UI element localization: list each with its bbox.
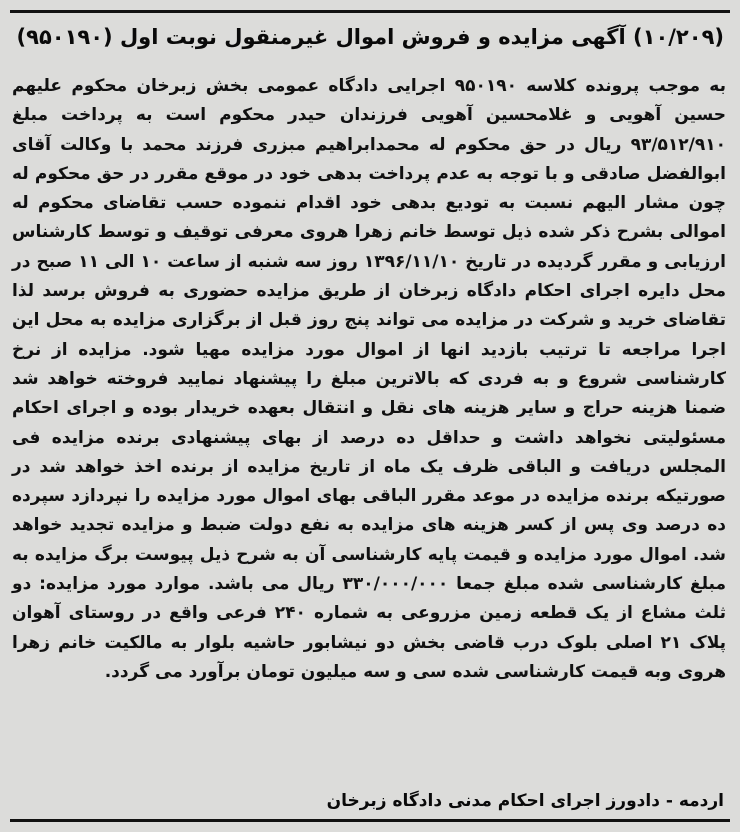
notice-body — [12, 72, 726, 687]
notice-title: (۱۰/۲۰۹) آگهی مزایده و فروش اموال غیرمنقول نوبت اول (۹۵۰۱۹۰) — [16, 25, 724, 49]
notice-body-paragraph: به موجب پرونده کلاسه ۹۵۰۱۹۰ اجرایی دادگاه عمومی بخش زبرخان محکوم علیهم حسین آهویی و غلامحسین آهویی فرزندان حیدر محکوم است به پرداخت مبلغ ۹۳/۵۱۲/۹۱۰ ریال در حق محکوم له محمدابراهیم مبزری فرزند محمد با وکالت آقای ابوالفضل صادقی و با توجه به عدم پرداخت بدهی خود در موقع مقرر در حق محکوم له چون مشار الیهم نسبت به تودیع بدهی خود اقدام ننموده حسب تقاضای محکوم له اموالی بشرح ذکر شده ذیل توسط خانم زهرا هروی معرفی توقیف و توسط کارشناس ارزیابی و مقرر گردیده در تاریخ ۱۳۹۶/۱۱/۱۰ روز سه شنبه از ساعت ۱۰ الی ۱۱ صبح در محل دایره اجرای احکام دادگاه زبرخان از طریق مزایده حضوری به فروش برسد لذا تقاضای خرید و شرکت در مزایده می تواند پنج روز قبل از برگزاری مزایده به محل این اجرا مراجعه تا ترتیب بازدید انها از اموال مورد مزایده مهیا شود. مزایده از نرخ کارشناسی شروع و به فردی که بالاترین مبلغ را پیشنهاد نمایید فروخته خواهد شد ضمنا هزینه حراج و سایر هزینه های نقل و انتقال بعهده خریدار بوده و اجرای احکام مسئولیتی نخواهد داشت و حداقل ده درصد از بهای پیشنهادی برنده مزایده فی المجلس دریافت و الباقی ظرف یک ماه از تاریخ مزایده از برنده اخذ خواهد شد در صورتیکه برنده مزایده در موعد مقرر الباقی بهای اموال مورد مزایده را نپردازد سپرده ده درصد وی پس از کسر هزینه های مزایده به نفع دولت ضبط و مزایده تجدید خواهد شد. اموال مورد مزایده و قیمت پایه کارشناسی آن به شرح ذیل پیوست برگ مزایده به مبلغ کارشناسی شده مبلغ جمعا ۳۳۰/۰۰۰/۰۰۰ ریال می باشد. موارد مورد مزایده: دو ثلث مشاع از یک قطعه زمین مزروعی به شماره ۲۴۰ فرعی واقع در روستای آهوان پلاک ۲۱ اصلی بلوک درب قاضی بخش دو نیشابور حاشیه بلوار به مالکیت خانم زهرا هروی وبه قیمت کارشناسی شده سی و سه میلیون تومان برآورد می گردد. — [12, 76, 727, 682]
notice-signature: اردمه - دادورز اجرای احکام مدنی دادگاه زبرخان — [326, 791, 724, 811]
